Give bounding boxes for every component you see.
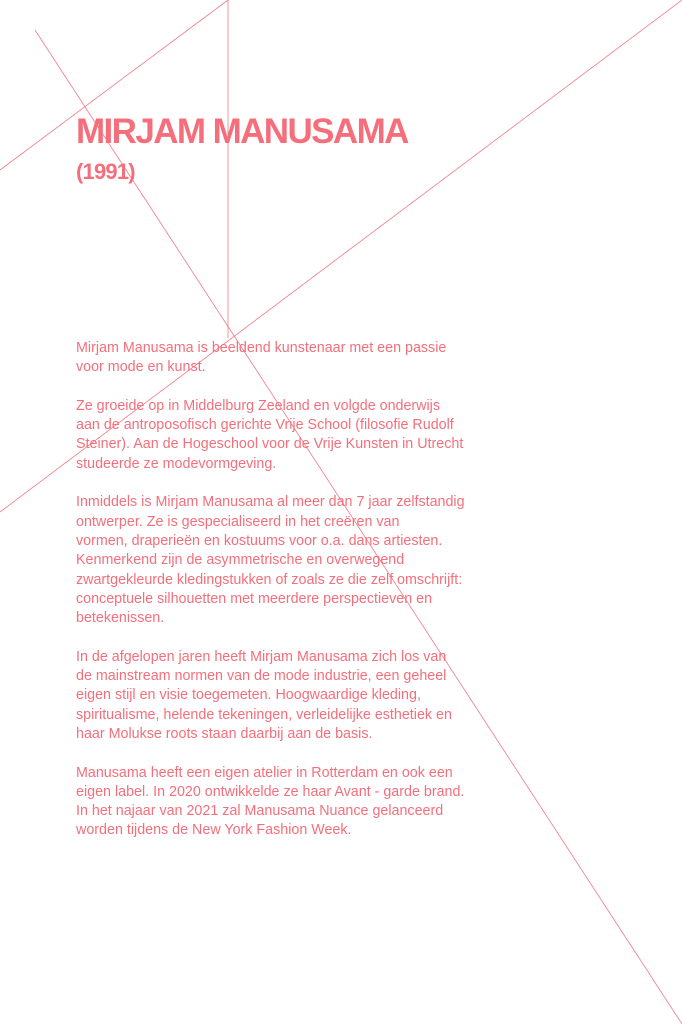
birth-year: (1991) [76,159,135,184]
bio-paragraph-5 [76,764,506,841]
bio-line: In het najaar van 2021 zal Manusama Nuance gelanceerd [76,803,444,820]
biography [76,339,506,860]
bio-line: Steiner). Aan de Hogeschool voor de Vrije Kunsten in Utrecht [76,436,464,453]
bio-line: studeerde ze modevormgeving. [76,455,277,472]
artist-name-heading: MIRJAM MANUSAMA [76,112,408,151]
bio-paragraph-1 [76,339,506,378]
bio-paragraph-2 [76,397,506,474]
bio-line: ontwerper. Ze is gespecialiseerd in het creëren van [76,513,400,530]
bio-line: Inmiddels is Mirjam Manusama al meer dan 7 jaar zelfstandig [76,494,465,511]
bio-paragraph-3 [76,493,506,628]
bio-line: In de afgelopen jaren heeft Mirjam Manusama zich los van [76,648,447,665]
bio-line: Mirjam Manusama is beeldend kunstenaar met een passie [76,340,447,356]
bio-line: vormen, draperieën en kostuums voor o.a. dans artiesten. [76,532,443,549]
bio-line: Kenmerkend zijn de asymmetrische en overwegend [76,552,405,569]
bio-line: de mainstream normen van de mode industrie, een geheel [76,668,447,685]
bio-line: voor mode en kunst. [76,359,206,376]
bio-paragraph-4 [76,648,506,744]
bio-line: conceptuele silhouetten met meerdere perspectieven en [76,590,433,607]
bio-line: eigen stijl en visie toegemeten. Hoogwaardige kleding, [76,687,421,704]
bio-line: Manusama heeft een eigen atelier in Rotterdam en ook een [76,764,453,781]
bio-line: worden tijdens de New York Fashion Week. [76,822,352,839]
bio-line: haar Molukse roots staan daarbij aan de basis. [76,725,373,742]
bio-line: zwartgekleurde kledingstukken of zoals ze die zelf omschrijft: [76,571,463,588]
bio-line: eigen label. In 2020 ontwikkelde ze haar Avant - garde brand. [76,783,465,800]
bio-line: Ze groeide op in Middelburg Zeeland en volgde onderwijs [76,397,441,414]
bio-line: aan de antroposofisch gerichte Vrije School (filosofie Rudolf [76,417,454,434]
bio-line: betekenissen. [76,610,165,627]
bio-line: spiritualisme, helende tekeningen, verleidelijke esthetiek en [76,706,452,723]
